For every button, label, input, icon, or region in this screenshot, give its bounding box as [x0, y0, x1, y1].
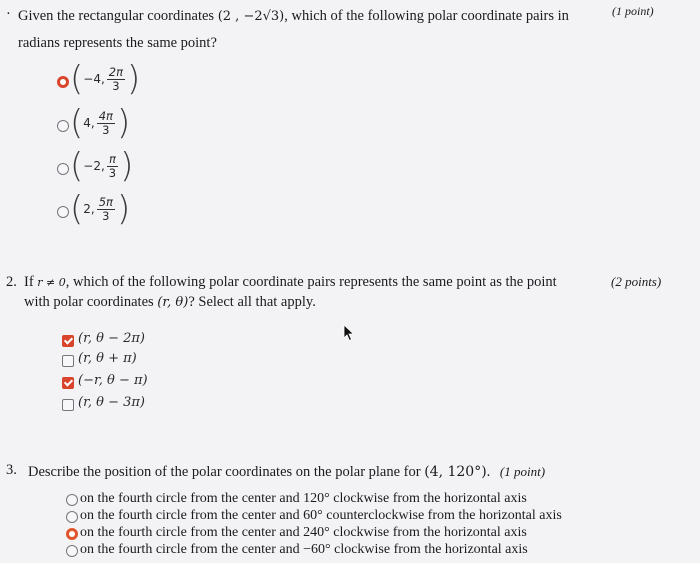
- q2-line2b: ? Select all that apply.: [188, 294, 316, 310]
- q3-option-2[interactable]: on the fourth circle from the center and 60° counterclockwise from the horizontal axis: [80, 508, 562, 523]
- q2-prompt-line2: [24, 292, 316, 313]
- q2-prompt-line1: [24, 272, 557, 293]
- paren-open: (: [70, 189, 84, 229]
- q2-option-2-checkbox[interactable]: [62, 355, 74, 367]
- q1-option-1-frac: [107, 66, 125, 93]
- q1-option-1-r: −4,: [83, 72, 105, 86]
- q1-bullet: ·: [6, 6, 11, 22]
- q3-points: (1 point): [499, 464, 546, 479]
- paren-close: ): [116, 189, 131, 229]
- paren-open: (: [70, 59, 84, 99]
- q1-option-4-den: 3: [102, 208, 110, 223]
- q2-condition: r ≠ 0: [37, 276, 66, 289]
- mouse-cursor-icon: [343, 324, 355, 342]
- q2-points: (2 points): [611, 274, 662, 289]
- q2-option-1[interactable]: (r, θ − 2π): [78, 331, 145, 346]
- q1-option-4[interactable]: [70, 189, 131, 229]
- q3-option-1-radio[interactable]: [66, 494, 78, 506]
- paren-open: (: [70, 146, 84, 186]
- q1-option-3[interactable]: [70, 146, 134, 186]
- q1-option-2[interactable]: [70, 103, 131, 143]
- q3-option-2-radio[interactable]: [66, 511, 78, 523]
- q1-points: (1 point): [612, 4, 654, 18]
- q3-option-3-radio[interactable]: [66, 528, 78, 540]
- q3-text: Describe the position of the polar coordinates on the polar plane for: [28, 464, 421, 480]
- q2-option-4-checkbox[interactable]: [62, 399, 74, 411]
- q1-option-2-num: 4π: [98, 108, 113, 123]
- paren-close: ): [116, 103, 131, 143]
- paren-close: ): [120, 146, 134, 186]
- q3-prompt: [28, 462, 545, 482]
- q1-prompt-line2: radians represents the same point?: [18, 35, 217, 51]
- paren-open: (: [70, 103, 84, 143]
- q2-option-3-checkbox[interactable]: [62, 377, 74, 389]
- q3-option-4[interactable]: on the fourth circle from the center and −60° clockwise from the horizontal axis: [80, 542, 528, 557]
- q1-coord: (2 , −2√3): [217, 9, 285, 24]
- q1-option-1-den: 3: [112, 78, 120, 93]
- q3-option-3[interactable]: on the fourth circle from the center and 240° clockwise from the horizontal axis: [80, 525, 527, 540]
- q1-prefix: Given the rectangular coordinates: [18, 8, 215, 24]
- q3-option-4-radio[interactable]: [66, 545, 78, 557]
- q2-prefix: If: [24, 274, 34, 290]
- q1-option-4-frac: [97, 196, 115, 223]
- q1-option-4-r: 2,: [83, 202, 95, 216]
- q3-number: 3.: [6, 462, 17, 478]
- q3-dot: .: [486, 464, 491, 480]
- q2-option-4[interactable]: (r, θ − 3π): [78, 395, 145, 410]
- q1-option-2-frac: [97, 110, 115, 137]
- q3-coord: (4, 120°): [424, 464, 487, 480]
- q1-option-1-num: 2π: [108, 64, 124, 79]
- q1-option-3-den: 3: [108, 165, 117, 180]
- q1-option-2-radio[interactable]: [57, 120, 69, 132]
- q2-number: 2.: [6, 274, 17, 290]
- q1-option-2-den: 3: [102, 122, 110, 137]
- q2-option-1-checkbox[interactable]: [62, 335, 74, 347]
- q1-option-3-frac: [107, 153, 118, 180]
- q2-coord: (r, θ): [157, 295, 189, 310]
- q1-option-3-num: π: [108, 151, 116, 166]
- q1-option-2-r: 4,: [83, 116, 95, 130]
- q1-option-1-radio[interactable]: [57, 76, 69, 88]
- q1-suffix: , which of the following polar coordinate pairs in: [284, 8, 569, 24]
- q1-option-3-r: −2,: [83, 159, 105, 173]
- q1-option-4-num: 5π: [98, 194, 113, 209]
- q3-option-1[interactable]: on the fourth circle from the center and 120° clockwise from the horizontal axis: [80, 491, 527, 506]
- q2-text: , which of the following polar coordinate pairs represents the same point as the point: [65, 274, 557, 290]
- q1-prompt-line1: [18, 6, 569, 27]
- paren-close: ): [127, 59, 141, 99]
- q2-line2a: with polar coordinates: [24, 294, 154, 310]
- q2-option-3[interactable]: (−r, θ − π): [78, 373, 148, 388]
- q1-option-1[interactable]: [70, 59, 141, 99]
- q1-option-4-radio[interactable]: [57, 206, 69, 218]
- q2-option-2[interactable]: (r, θ + π): [78, 351, 137, 366]
- q1-option-3-radio[interactable]: [57, 163, 69, 175]
